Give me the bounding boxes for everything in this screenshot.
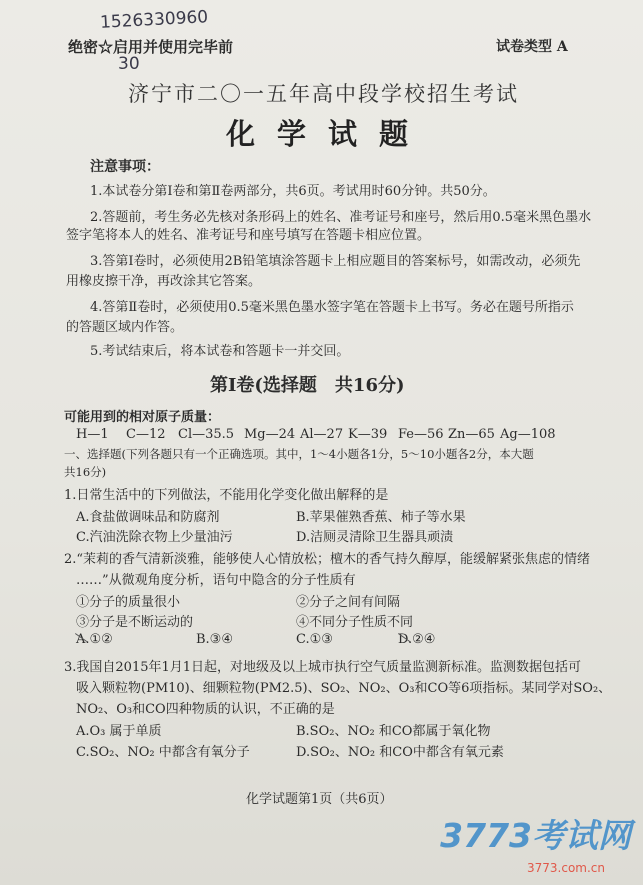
handwritten-number: 1526330960 <box>99 7 209 33</box>
option-c: C.SO₂、NO₂ 中都含有氧分子 <box>76 745 250 760</box>
atomic-mass: Cl—35.5 <box>178 427 235 442</box>
secret-label: 绝密☆启用并使用完毕前 <box>68 38 234 56</box>
notice-heading: 注意事项： <box>90 159 160 175</box>
notice-line: 1.本试卷分第Ⅰ卷和第Ⅱ卷两部分，共6页。考试用时60分钟。共50分。 <box>90 184 496 199</box>
notice-line: 的答题区域内作答。 <box>66 320 184 335</box>
notice-line: 4.答第Ⅱ卷时，必须使用0.5毫米黑色墨水签字笔在答题卡上书写。务必在题号所指示 <box>90 300 574 315</box>
section-title: 第Ⅰ卷(选择题 共16分) <box>210 375 405 396</box>
option-a: A.食盐做调味品和防腐剂 <box>76 510 220 525</box>
watermark-logo: 3773考试网 <box>440 816 631 855</box>
notice-line: 2.答题前，考生务必先核对条形码上的姓名、准考证号和座号，然后用0.5毫米黑色墨水 <box>90 210 592 225</box>
question-stem: 吸入颗粒物(PM10)、细颗粒物(PM2.5)、SO₂、NO₂、O₃和CO等6项指标。某同学对SO₂、 <box>76 681 612 696</box>
statement-item: ①分子的质量很小 <box>76 595 181 610</box>
option-d: D.②④ <box>398 632 436 647</box>
question-stem: ……”从微观角度分析，语句中隐含的分子性质有 <box>76 573 356 588</box>
atomic-mass: H—1 <box>76 427 109 442</box>
option-d: D.洁厕灵清除卫生器具顽渍 <box>296 530 454 545</box>
subject-title: 化学试题 <box>226 117 431 151</box>
option-b: B.③④ <box>196 632 233 647</box>
statement-item: ④不同分子性质不同 <box>296 615 414 630</box>
option-c: C.①③ <box>296 632 333 647</box>
option-d: D.SO₂、NO₂ 和CO中都含有氧元素 <box>296 745 504 760</box>
atomic-heading: 可能用到的相对原子质量： <box>64 410 221 425</box>
option-c: C.汽油洗除衣物上少量油污 <box>76 530 233 545</box>
notice-line: 5.考试结束后，将本试卷和答题卡一并交回。 <box>90 344 350 359</box>
handwritten-number-2: 30 <box>118 54 140 74</box>
statement-item: ②分子之间有间隔 <box>296 595 401 610</box>
option-a: A.①② <box>76 632 113 647</box>
exam-title: 济宁市二〇一五年高中段学校招生考试 <box>128 82 519 106</box>
atomic-mass: K—39 <box>348 427 388 442</box>
notice-line: 用橡皮擦干净，再改涂其它答案。 <box>66 274 262 289</box>
atomic-mass: C—12 <box>126 427 166 442</box>
atomic-mass: Ag—108 <box>500 427 556 442</box>
atomic-mass: Mg—24 <box>244 427 296 442</box>
question-stem: 1.日常生活中的下列做法，不能用化学变化做出解释的是 <box>64 488 389 503</box>
watermark-url: 3773.com.cn <box>527 861 605 875</box>
question-stem: NO₂、O₃和CO四种物质的认识，不正确的是 <box>76 702 335 717</box>
instructions-line: 一、选择题(下列各题只有一个正确选项。其中，1～4小题各1分，5～10小题各2分，本大题 <box>64 447 534 461</box>
paper-type: 试卷类型 A <box>496 39 568 55</box>
atomic-mass: Fe—56 <box>398 427 444 442</box>
page-footer: 化学试题第1页（共6页） <box>246 792 393 807</box>
question-stem: 3.我国自2015年1月1日起，对地级及以上城市执行空气质量监测新标准。监测数据包括可 <box>64 660 582 675</box>
notice-line: 签字笔将本人的姓名、准考证号和座号填写在答题卡相应位置。 <box>66 228 431 243</box>
option-b: B.SO₂、NO₂ 和CO都属于氧化物 <box>296 724 491 739</box>
question-stem: 2.“茉莉的香气清新淡雅，能够使人心情放松；檀木的香气持久醇厚，能缓解紧张焦虑的情绪 <box>64 552 591 567</box>
notice-line: 3.答第Ⅰ卷时，必须使用2B铅笔填涂答题卡上相应题目的答案标号，如需改动，必须先 <box>90 254 581 269</box>
atomic-mass: Al—27 <box>300 427 344 442</box>
statement-item: ③分子是不断运动的 <box>76 615 194 630</box>
option-a: A.O₃ 属于单质 <box>76 724 162 739</box>
option-b: B.苹果催熟香蕉、柿子等水果 <box>296 510 466 525</box>
atomic-mass: Zn—65 <box>448 427 495 442</box>
instructions-line: 共16分) <box>64 465 107 479</box>
